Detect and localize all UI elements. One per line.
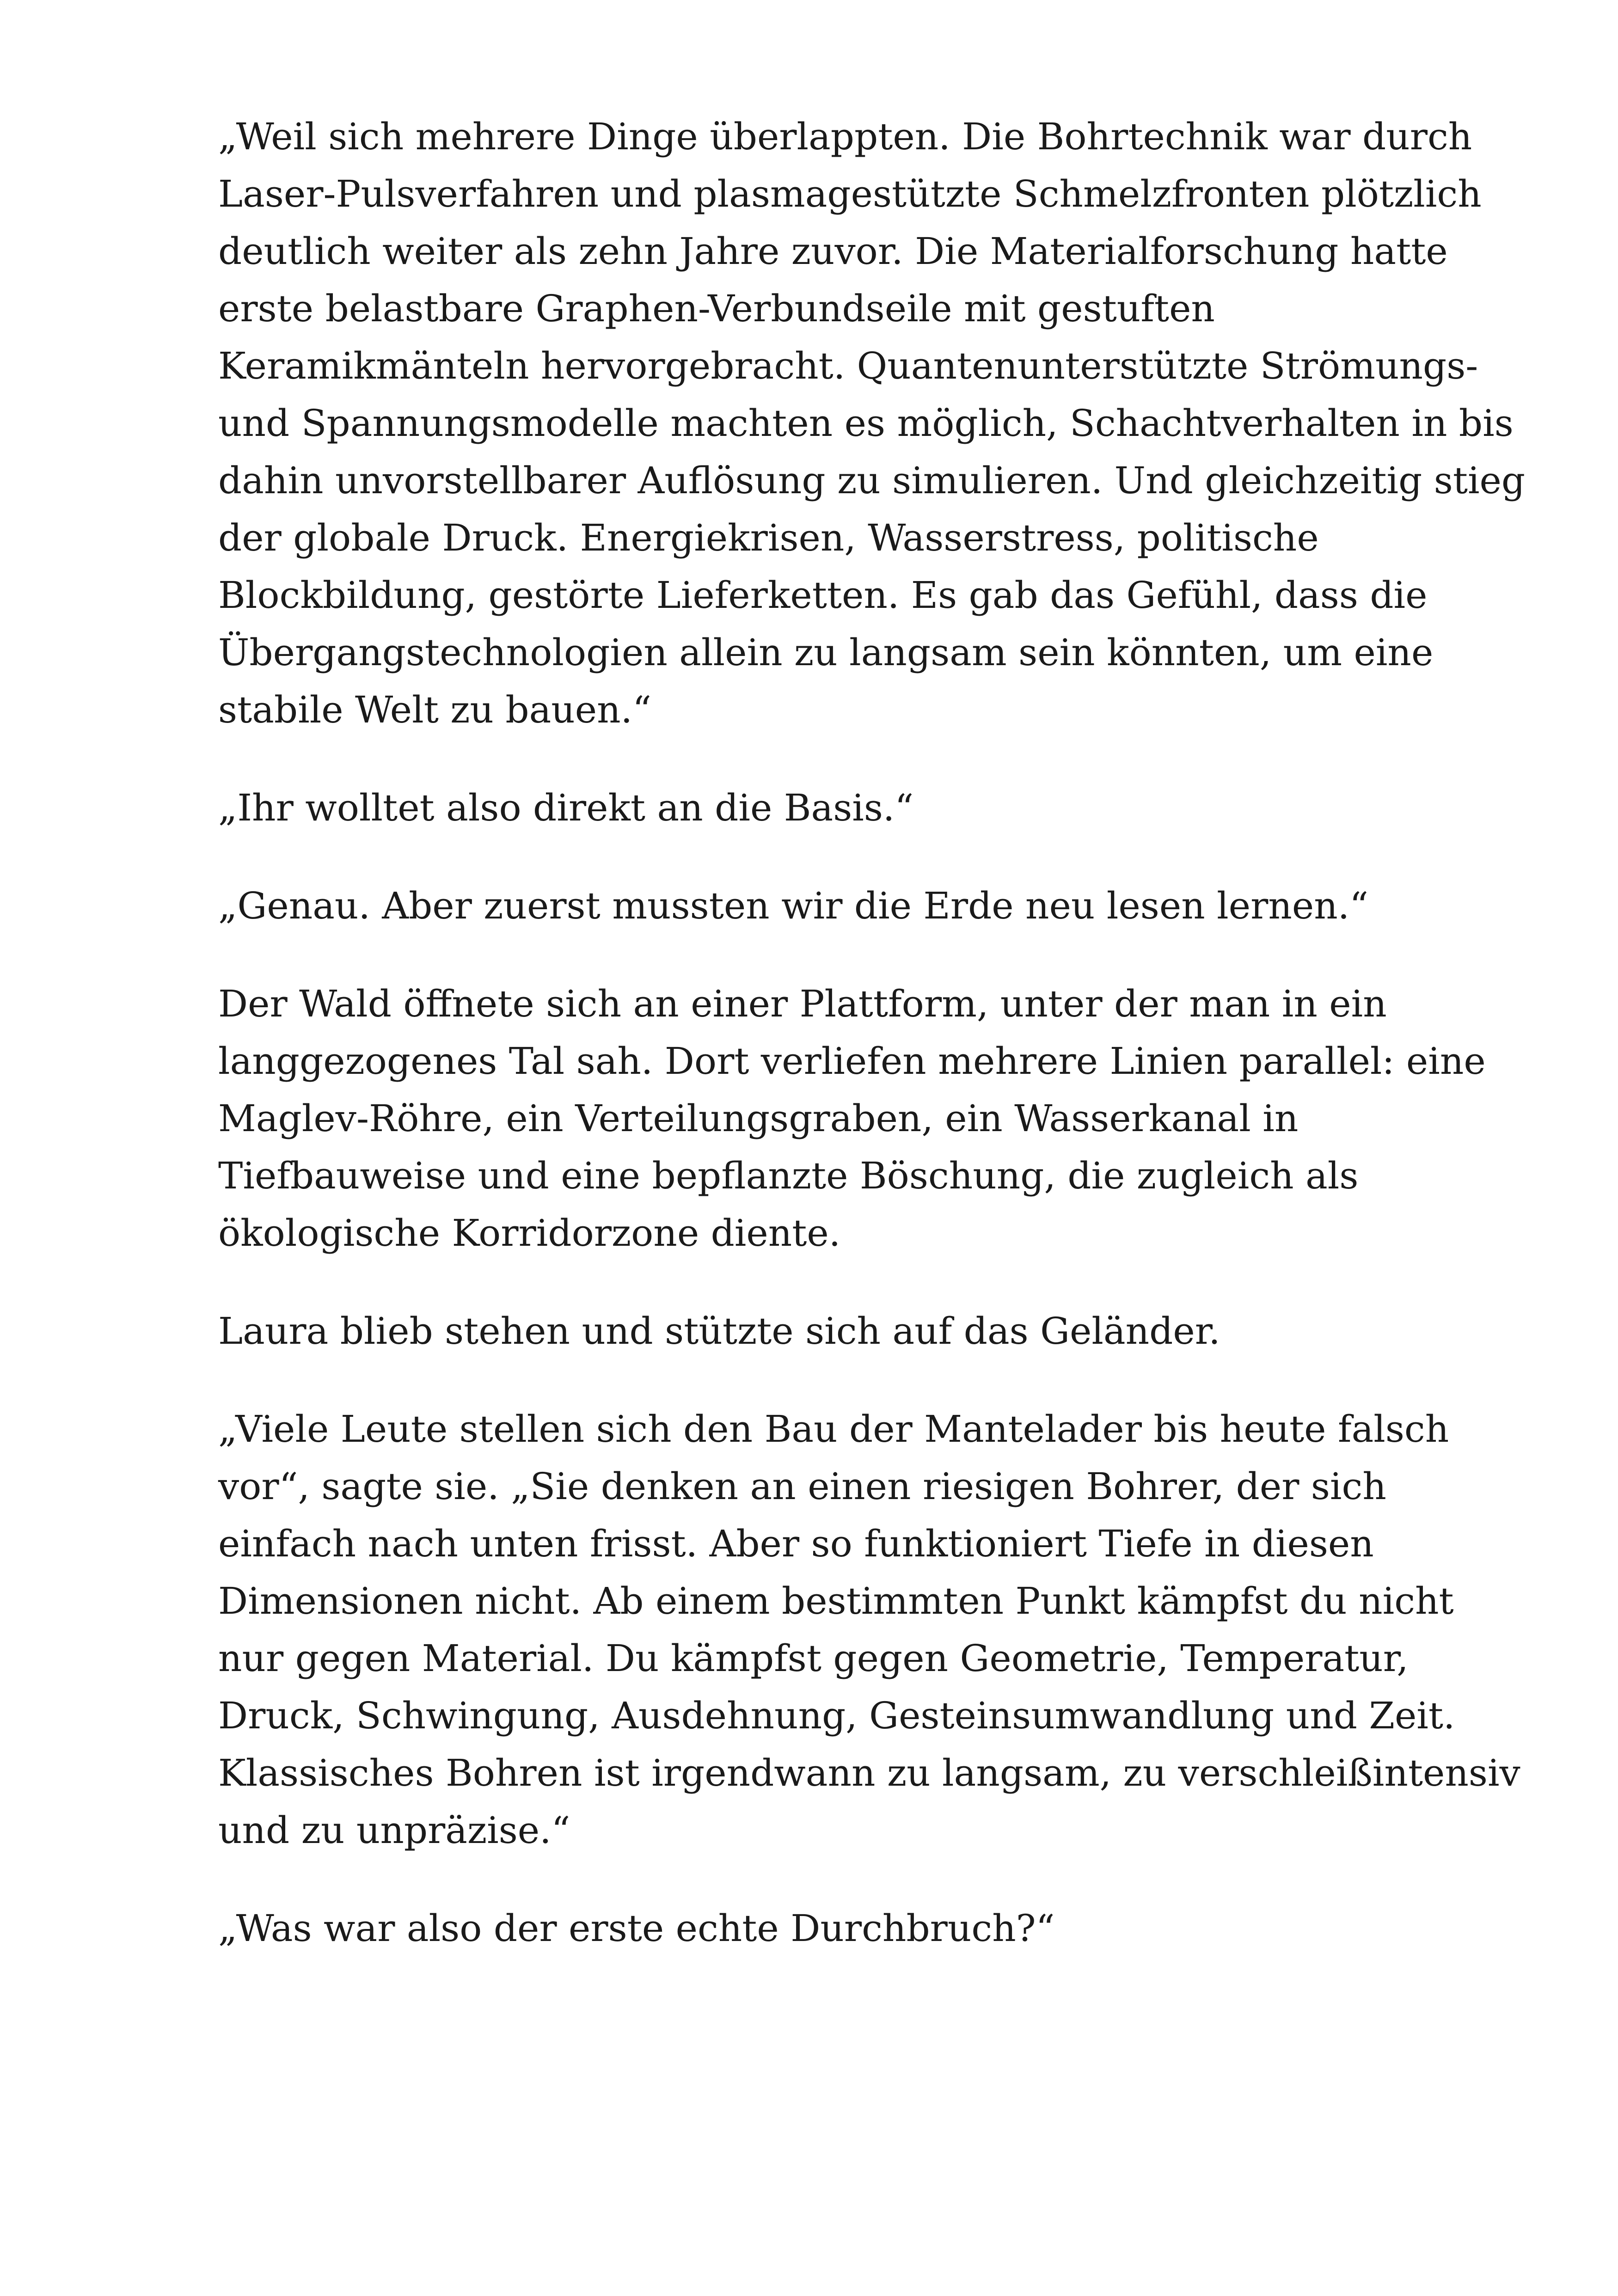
paragraph-1: „Weil sich mehrere Dinge überlappten. Die Bohrtechnik war durch Laser-Pulsverfahren und plasmagestützte Schmelzfronten plötzlich deutlich weiter als zehn Jahre zuvor. Die Materialforschung hatte erste belastbare Graphen-Verbundseile mit gestuften Keramikmänteln hervorgebracht. Quantenunterstützte Strömungs- und Spannungsmodelle machten es möglich, Schachtverhalten in bis dahin unvorstellbarer Auflösung zu simulieren. Und gleichzeitig stieg der globale Druck. Energiekrisen, Wasserstress, politische Blockbildung, gestörte Lieferketten. Es gab das Gefühl, dass die Übergangstechnologien allein zu langsam sein könnten, um eine stabile Welt zu bauen.“ (218, 115, 1526, 731)
paragraph-6: „Viele Leute stellen sich den Bau der Mantelader bis heute falsch vor“, sagte sie. „Sie denken an einen riesigen Bohrer, der sich einfach nach unten frisst. Aber so funktioniert Tiefe in diesen Dimensionen nicht. Ab einem bestimmten Punkt kämpfst du nicht nur gegen Material. Du kämpfst gegen Geometrie, Temperatur, Druck, Schwingung, Ausdehnung, Gesteinsumwandlung und Zeit. Klassisches Bohren ist irgendwann zu langsam, zu verschleißintensiv und zu unpräzise.“ (218, 1408, 1520, 1852)
paragraph-5: Laura blieb stehen und stützte sich auf das Geländer. (218, 1310, 1220, 1353)
paragraph-7: „Was war also der erste echte Durchbruch?“ (218, 1907, 1055, 1950)
paragraph-4: Der Wald öffnete sich an einer Plattform, unter der man in ein langgezogenes Tal sah. Dort verliefen mehrere Linien parallel: eine Maglev-Röhre, ein Verteilungsgraben, ein Wasserkanal in Tiefbauweise und eine bepflanzte Böschung, die zugleich als ökologische Korridorzone diente. (218, 982, 1486, 1255)
paragraph-3: „Genau. Aber zuerst mussten wir die Erde neu lesen lernen.“ (218, 884, 1369, 927)
document-body (218, 108, 1526, 1957)
paragraph-2: „Ihr wolltet also direkt an die Basis.“ (218, 786, 914, 829)
